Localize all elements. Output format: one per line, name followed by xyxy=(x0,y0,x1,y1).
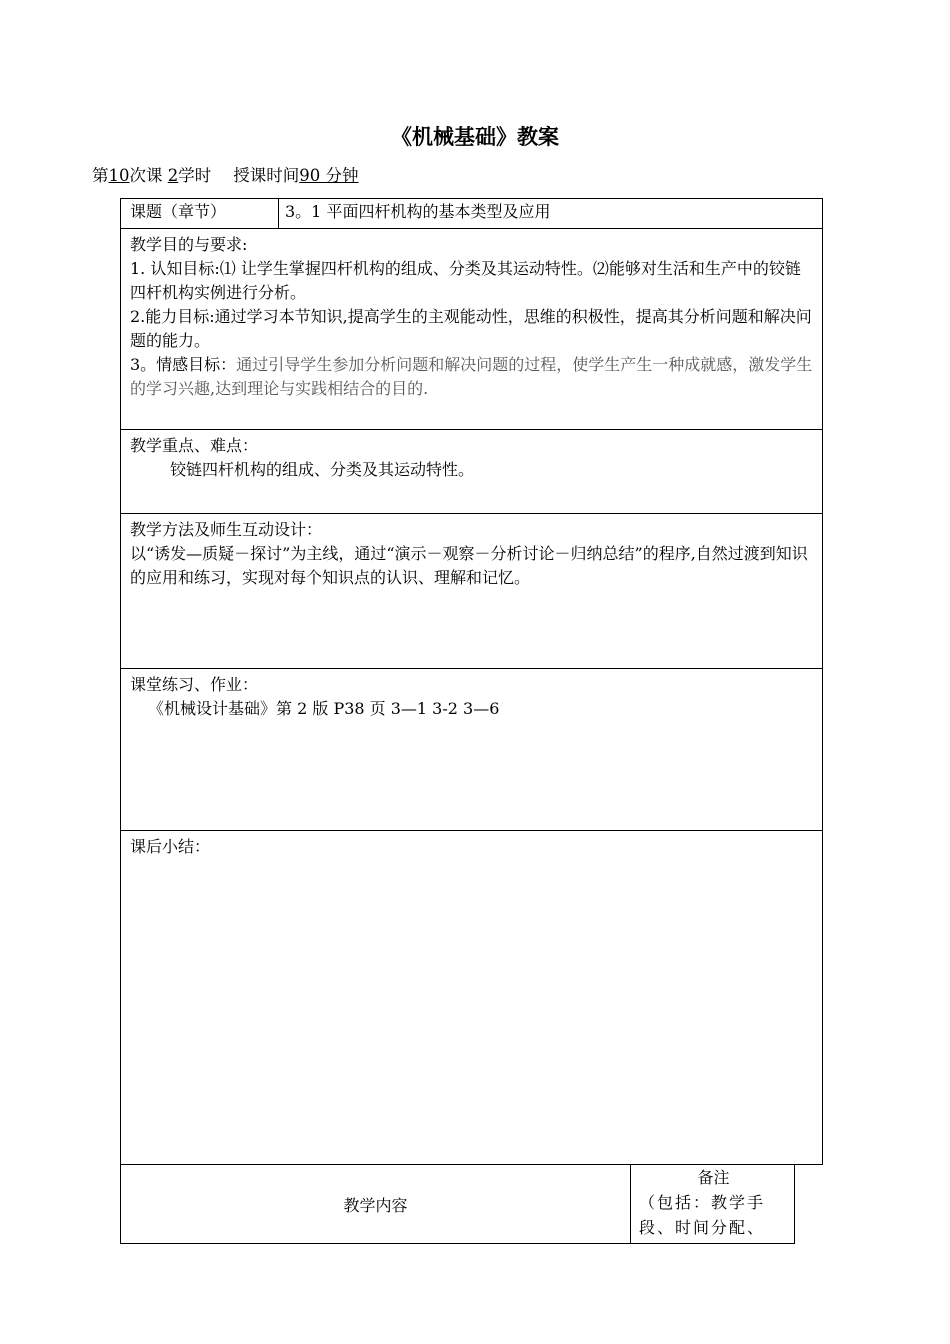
objectives-section xyxy=(120,228,823,430)
topic-value: 3。1 平面四杆机构的基本类型及应用 xyxy=(285,202,551,221)
notes-detail: （包括：教学手段、时间分配、 xyxy=(639,1193,766,1237)
summary-section xyxy=(120,830,823,1165)
notes-cell xyxy=(631,1165,794,1243)
objective-ability: 2.能力目标:通过学习本节知识,提高学生的主观能动性，思维的积极性，提高其分析问题和解决问题的能力。 xyxy=(130,307,812,350)
content-label: 教学内容 xyxy=(121,1165,631,1243)
objective-affective xyxy=(130,353,814,401)
topic-label: 课题（章节） xyxy=(121,199,279,228)
notes-label: 备注 xyxy=(697,1168,730,1187)
hours-unit: 学时 xyxy=(178,166,212,185)
exercises-heading: 课堂练习、作业： xyxy=(130,675,259,694)
lesson-unit: 次课 xyxy=(129,166,163,185)
exercises-content: 《机械设计基础》第 2 版 P38 页 3—1 3-2 3—6 xyxy=(148,699,500,718)
objectives-heading: 教学目的与要求: xyxy=(130,235,248,254)
objective-cognitive: 1. 认知目标:⑴ 让学生掌握四杆机构的组成、分类及其运动特性。⑵能够对生活和生产中的铰链四杆机构实例进行分析。 xyxy=(130,259,801,302)
key-points-heading: 教学重点、难点： xyxy=(130,436,259,455)
lesson-hours: 2 xyxy=(167,166,179,185)
lesson-number: 10 xyxy=(108,166,130,185)
methods-heading: 教学方法及师生互动设计： xyxy=(130,520,323,539)
exercises-section xyxy=(120,668,823,831)
lesson-duration: 90 分钟 xyxy=(299,166,359,185)
lesson-meta xyxy=(92,162,359,186)
meta-prefix: 第 xyxy=(92,166,109,185)
page-title: 《机械基础》教案 xyxy=(391,125,559,149)
methods-section xyxy=(120,513,823,669)
time-label: 授课时间 xyxy=(233,166,300,185)
key-points-section xyxy=(120,429,823,514)
summary-heading: 课后小结： xyxy=(130,837,211,856)
topic-row xyxy=(120,198,823,229)
objective-affective-text: 通过引导学生参加分析问题和解决问题的过程，使学生产生一种成就感，激发学生的学习兴趣,达到理论与实践相结合的目的. xyxy=(130,355,813,398)
key-points-content: 铰链四杆机构的组成、分类及其运动特性。 xyxy=(170,460,475,479)
content-notes-row xyxy=(120,1164,795,1244)
methods-content: 以“诱发—质疑－探讨”为主线，通过“演示－观察－分析讨论－归纳总结”的程序,自然过渡到知识的应用和练习，实现对每个知识点的认识、理解和记忆。 xyxy=(130,544,808,587)
objective-affective-prefix: 3。情感目标： xyxy=(130,355,237,374)
